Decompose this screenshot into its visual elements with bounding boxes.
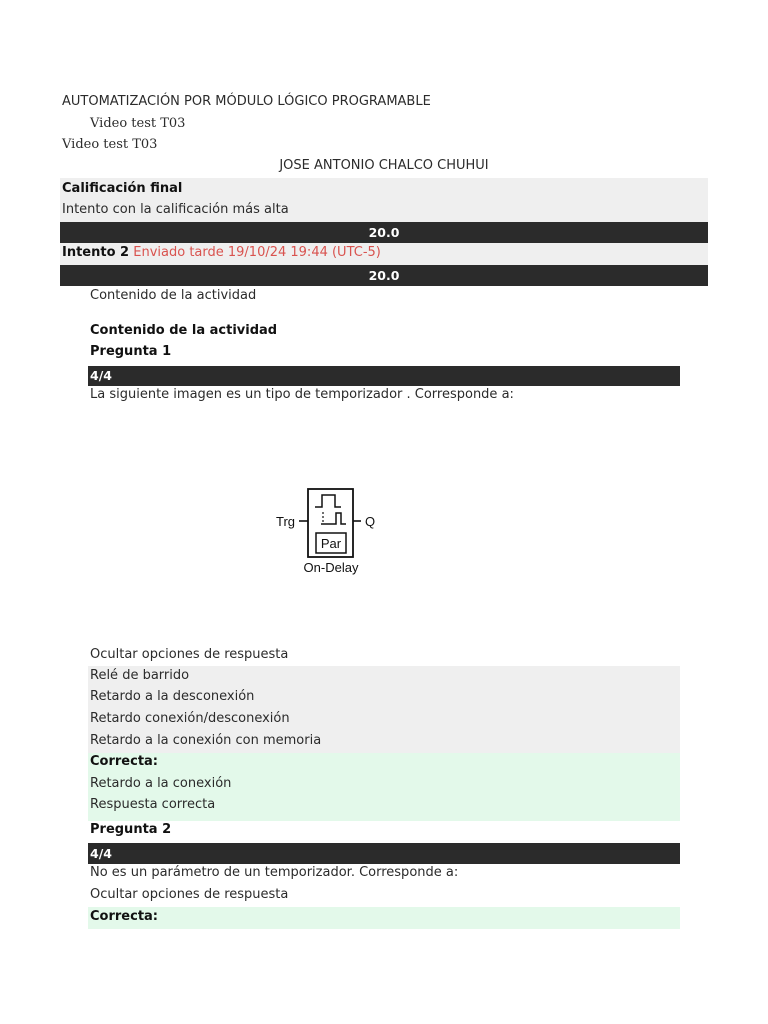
activity-content-heading: Contenido de la actividad bbox=[90, 323, 278, 338]
attempt-status: Enviado tarde 19/10/24 19:44 (UTC-5) bbox=[133, 245, 381, 260]
correct-answer: Retardo a la conexión bbox=[90, 776, 232, 791]
final-grade-description: Intento con la calificación más alta bbox=[62, 202, 289, 217]
question-2-toggle-options[interactable]: Ocultar opciones de respuesta bbox=[90, 887, 289, 902]
timer-caption: On-Delay bbox=[303, 560, 359, 575]
answer-option: Retardo conexión/desconexión bbox=[90, 711, 290, 726]
question-1-score: 4/4 bbox=[88, 366, 680, 386]
attempt-info bbox=[62, 242, 381, 264]
activity-content-link[interactable]: Contenido de la actividad bbox=[90, 288, 257, 303]
question-2-prompt: No es un parámetro de un temporizador. Corresponde a: bbox=[90, 865, 459, 880]
timer-input-label: Trg bbox=[276, 514, 296, 529]
course-title: AUTOMATIZACIÓN POR MÓDULO LÓGICO PROGRAMABLE bbox=[62, 94, 431, 109]
answer-option: Retardo a la conexión con memoria bbox=[90, 733, 322, 748]
answer-option: Relé de barrido bbox=[90, 668, 190, 683]
attempt-row bbox=[60, 243, 708, 265]
param-label: Par bbox=[320, 536, 342, 551]
test-title: Video test T03 bbox=[62, 137, 158, 152]
answer-option: Retardo a la desconexión bbox=[90, 689, 255, 704]
question-2-title: Pregunta 2 bbox=[90, 822, 172, 837]
correct-label: Correcta: bbox=[90, 909, 159, 924]
final-grade-panel bbox=[60, 178, 708, 222]
question-1-toggle-options[interactable]: Ocultar opciones de respuesta bbox=[90, 647, 289, 662]
attempt-score: 20.0 bbox=[60, 265, 708, 286]
question-1-correct-panel bbox=[88, 753, 680, 821]
correct-label: Correcta: bbox=[90, 754, 159, 769]
question-1-options bbox=[88, 666, 680, 753]
answer-feedback: Respuesta correcta bbox=[90, 797, 216, 812]
attempt-label: Intento 2 bbox=[62, 245, 130, 260]
test-title-indented: Video test T03 bbox=[90, 116, 186, 131]
question-2-score: 4/4 bbox=[88, 843, 680, 864]
on-delay-timer-diagram bbox=[268, 482, 388, 578]
question-1-title: Pregunta 1 bbox=[90, 344, 172, 359]
question-2-correct-panel bbox=[88, 907, 680, 929]
final-grade-score: 20.0 bbox=[60, 222, 708, 243]
student-name: JOSE ANTONIO CHALCO CHUHUI bbox=[279, 158, 489, 173]
timer-output-label: Q bbox=[365, 514, 376, 529]
final-grade-title: Calificación final bbox=[62, 181, 183, 196]
question-1-prompt: La siguiente imagen es un tipo de temporizador . Corresponde a: bbox=[90, 387, 514, 402]
